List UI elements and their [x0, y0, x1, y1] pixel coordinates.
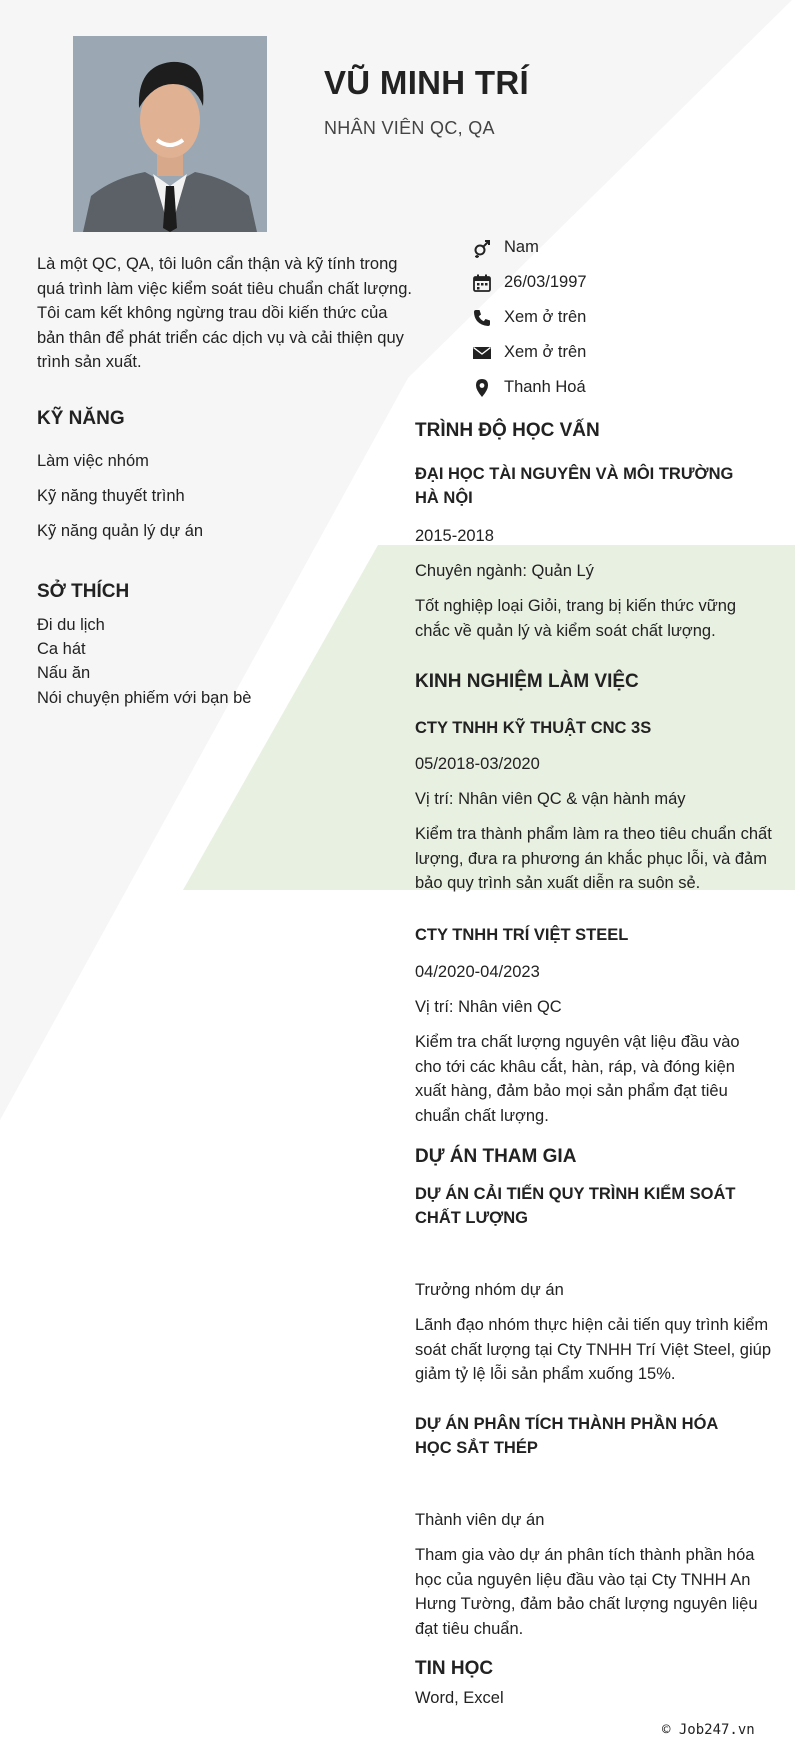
contact-gender-text: Nam: [504, 238, 539, 256]
footer-watermark: © Job247.vn: [662, 1722, 755, 1738]
skill-item: Làm việc nhóm: [37, 452, 149, 470]
contact-address: [472, 370, 772, 405]
job-description: Kiểm tra thành phẩm làm ra theo tiêu chuẩn chất lượng, đưa ra phương án khắc phục lỗi, và đảm bảo quy trình sản xuất diễn ra suôn sẻ.: [415, 825, 772, 892]
it-skills-heading: TIN HỌC: [415, 1658, 494, 1679]
contact-email: [472, 335, 772, 370]
email-icon: [472, 343, 492, 363]
phone-icon: [472, 308, 492, 328]
project-title: DỰ ÁN CẢI TIẾN QUY TRÌNH KIỂM SOÁT CHẤT LƯỢNG: [415, 1185, 736, 1227]
job-position: Vị trí: Nhân viên QC & vận hành máy: [415, 790, 686, 808]
contact-info: [472, 230, 772, 405]
project-description: Tham gia vào dự án phân tích thành phần hóa học của nguyên liệu đầu vào tại Cty TNHH An Hưng Tường, đảm bảo chất lượng nguyên liệu đạt tiêu chuẩn.: [415, 1546, 758, 1638]
it-skills-value: Word, Excel: [415, 1689, 504, 1707]
contact-phone: [472, 300, 772, 335]
job-company: CTY TNHH KỸ THUẬT CNC 3S: [415, 719, 652, 737]
career-summary: Là một QC, QA, tôi luôn cẩn thận và kỹ tính trong quá trình làm việc kiểm soát tiêu chuẩn chất lượng. Tôi cam kết không ngừng trau dồi kiến thức của bản thân để phát triển các dịch vụ và cải thiện quy trình sản xuất.: [37, 255, 412, 371]
skills-section: [37, 408, 397, 540]
contact-phone-text: Xem ở trên: [504, 308, 587, 326]
gender-icon: [472, 238, 492, 258]
job-company: CTY TNHH TRÍ VIỆT STEEL: [415, 926, 629, 944]
skill-item: Kỹ năng thuyết trình: [37, 487, 185, 505]
education-description: Tốt nghiệp loại Giỏi, trang bị kiến thức vững chắc về quản lý và kiểm soát chất lượng.: [415, 597, 737, 640]
location-icon: [472, 378, 492, 398]
project-title: DỰ ÁN PHÂN TÍCH THÀNH PHẦN HÓA HỌC SẮT THÉP: [415, 1415, 718, 1457]
hobby-item: Ca hát: [37, 640, 86, 658]
job-position: Vị trí: Nhân viên QC: [415, 998, 562, 1016]
hobby-item: Đi du lịch: [37, 616, 105, 634]
project-description: Lãnh đạo nhóm thực hiện cải tiến quy trình kiểm soát chất lượng tại Cty TNHH Trí Việt Steel, giúp giảm tỷ lệ lỗi sản phẩm xuống 15%.: [415, 1316, 771, 1383]
experience-heading: KINH NGHIỆM LÀM VIỆC: [415, 671, 639, 692]
hobby-item: Nấu ăn: [37, 664, 91, 682]
education-major: Chuyên ngành: Quản Lý: [415, 562, 594, 580]
job-description: Kiểm tra chất lượng nguyên vật liệu đầu vào cho tới các khâu cắt, hàn, ráp, và đóng kiện xuất hàng, đảm bảo mọi sản phẩm đạt tiêu chuẩn chất lượng.: [415, 1033, 740, 1125]
contact-address-text: Thanh Hoá: [504, 378, 586, 396]
job-period: 04/2020-04/2023: [415, 963, 540, 981]
education-section: [415, 420, 780, 442]
project-role: Trưởng nhóm dự án: [415, 1281, 564, 1299]
hobby-item: Nói chuyện phiếm với bạn bè: [37, 689, 252, 707]
education-school: ĐẠI HỌC TÀI NGUYÊN VÀ MÔI TRƯỜNG HÀ NỘI: [415, 465, 734, 507]
candidate-job-title: NHÂN VIÊN QC, QA: [324, 118, 495, 138]
education-period: 2015-2018: [415, 527, 494, 545]
candidate-name: VŨ MINH TRÍ: [324, 64, 529, 101]
hobbies-heading: SỞ THÍCH: [37, 581, 130, 602]
projects-heading: DỰ ÁN THAM GIA: [415, 1146, 577, 1167]
education-heading: TRÌNH ĐỘ HỌC VẤN: [415, 420, 600, 441]
project-role: Thành viên dự án: [415, 1511, 545, 1529]
skills-heading: KỸ NĂNG: [37, 408, 125, 429]
calendar-icon: [472, 273, 492, 293]
profile-photo: [73, 36, 267, 232]
contact-gender: [472, 230, 772, 265]
contact-birthday: [472, 265, 772, 300]
hobbies-section: [37, 581, 397, 707]
contact-email-text: Xem ở trên: [504, 343, 587, 361]
contact-birthday-text: 26/03/1997: [504, 273, 587, 291]
skill-item: Kỹ năng quản lý dự án: [37, 522, 204, 540]
job-period: 05/2018-03/2020: [415, 755, 540, 773]
